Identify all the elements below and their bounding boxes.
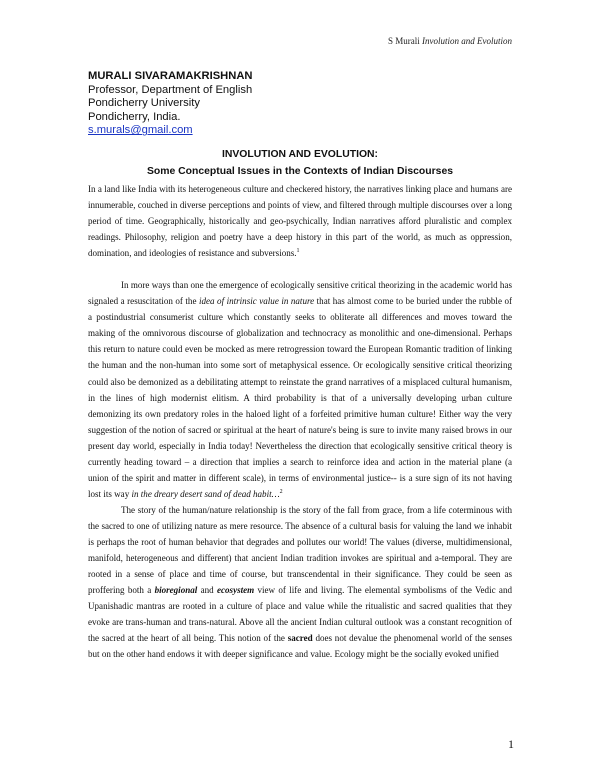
author-name: MURALI SIVARAMAKRISHNAN: [88, 70, 253, 82]
running-head-title: Involution and Evolution: [422, 36, 512, 46]
paragraph-3-text-c: and: [197, 585, 217, 596]
title-main: INVOLUTION AND EVOLUTION:: [221, 149, 379, 160]
author-block: [88, 70, 348, 138]
footnote-marker-1[interactable]: 1: [296, 248, 300, 255]
paragraph-3: [88, 502, 512, 662]
paragraph-3-text-e: view of life and living. The elemental symbolisms of the Vedic and Upanishadic mantras are rooted in a culture of place and value while the ritualistic and sacred qualities that they evoke are trans-human and trans-natural. Above all the ancient Indian cultural outlook was a constant recognition of the sacred at the heart of all being. This notion of the: [88, 585, 512, 644]
paragraph-3-term-ecosystem: ecosystem: [217, 585, 255, 596]
paper-body: [88, 181, 512, 662]
author-location: Pondicherry, India.: [88, 110, 181, 123]
paper-title: [88, 146, 512, 180]
paragraph-2-emphasis: idea of intrinsic value in nature: [198, 296, 315, 307]
running-head: [388, 36, 512, 46]
paragraph-1: [88, 181, 512, 261]
paragraph-3-text-a: The story of the human/nature relationship is the story of the fall from grace, from a life coterminous with the sacred to one of utilizing nature as mere resource. The absence of a cultural basis for valuing the land we inhabit is perhaps the root of human behavior that degrades and pollutes our world! The values (diverse, multidimensional, manifold, heterogeneous and different) that ancient Indian tradition invokes are spiritual and a-temporal. They are rooted in a sense of place and time of course, but transcendental in their significance. They could be seen as proffering both a: [88, 504, 512, 596]
paragraph-3-text-g: does not devalue the phenomenal world of the senses but on the other hand endows it with deeper significance and value. Ecology might be the socially evoked unified: [88, 633, 512, 660]
page-number: 1: [508, 737, 514, 751]
paragraph-2: [88, 277, 512, 502]
paragraph-2-text-a: In more ways than one the emergence of ecologically sensitive critical theorizing in the academic world has signaled a resuscitation of the: [88, 280, 512, 307]
paragraph-2-quote: in the dreary desert sand of dead habit…: [131, 488, 280, 499]
footnote-marker-2[interactable]: 2: [279, 488, 283, 495]
author-email-link[interactable]: s.murals@gmail.com: [88, 124, 193, 137]
title-subtitle: Some Conceptual Issues in the Contexts of Indian Discourses: [146, 166, 453, 177]
paragraph-3-term-sacred: sacred: [287, 633, 313, 644]
author-institution: Pondicherry University: [88, 97, 200, 110]
running-head-author: S Murali: [387, 36, 420, 46]
paragraph-2-text-c: that has almost come to be buried under the rubble of a postindustrial consumerist culture which constantly seeks to obliterate all differences and moves toward the making of the omnivorous discourse of globalization and technocracy as monolithic and one-dimensional. Perhaps this return to nature could even be mocked as mere retrogression toward the European Romantic tradition of linking the human and the non-human into some sort of metaphysical essence. Or ecologically sensitive critical theorizing could also be demonized as a debilitating attempt to reinstate the grand narratives of a misplaced cultural humanism, in the lines of high modernist elitism. A third probability is that of a universally developing urban culture demonizing its own predatory roles in the haloed light of a forfeited primitive human culture! Either way the very suggestion of the notion of sacred or spiritual at the heart of nature's being is sure to invite many raised brows in our present day world, especially in India today! Nevertheless the direction that ecologically sensitive critical theory is currently heading toward – a direction that implies a search to reinforce idea and action in the material plane (a union of the spirit and matter in different scale), in terms of environmental justice-- is a sure sign of its not having lost its way: [88, 296, 512, 499]
paragraph-3-term-bioregional: bioregional: [154, 585, 198, 596]
paragraph-1-text: In a land like India with its heterogeneous culture and checkered history, the narratives linking place and humans are innumerable, couched in diverse perceptions and points of view, and filtered through multiple discourses over a long period of time. Geographically, historically and geo-psychically, Indian narratives afford pluralistic and complex readings. Philosophy, religion and poetry have a deep history in this part of the world, as much as oppression, domination, and ideologies of resistance and subversions.: [88, 184, 512, 259]
author-position: Professor, Department of English: [88, 83, 253, 96]
